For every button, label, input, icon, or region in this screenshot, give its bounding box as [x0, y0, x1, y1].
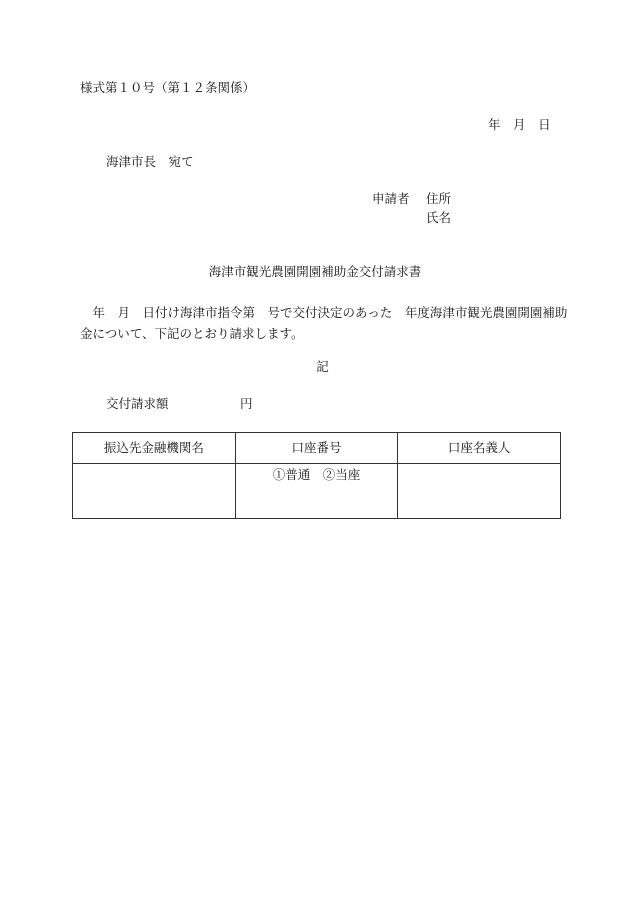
account-type-options: ①普通 ②当座	[272, 467, 361, 482]
applicant-label: 申請者	[372, 191, 410, 206]
request-amount-label: 交付請求額	[106, 396, 169, 411]
address-label: 住所	[426, 191, 452, 206]
table-header-row	[73, 433, 561, 464]
date-year-label: 年	[488, 117, 501, 132]
document-title: 海津市観光農園開園補助金交付請求書	[208, 264, 422, 279]
cell-account-number	[235, 464, 398, 519]
name-label: 氏名	[426, 210, 452, 225]
cell-bank-name	[73, 464, 236, 519]
header-bank-name: 振込先金融機関名	[73, 433, 236, 464]
addressee: 海津市長 宛て	[106, 154, 194, 169]
header-account-number: 口座番号	[235, 433, 398, 464]
request-body-text: 年 月 日付け海津市指令第 号で交付決定のあった 年度海津市観光農園開園補助金について、下記のとおり請求します。	[80, 305, 568, 341]
header-account-holder: 口座名義人	[398, 433, 561, 464]
table-row	[73, 464, 561, 519]
ki-heading: 記	[316, 359, 329, 374]
form-number: 様式第１０号（第１２条関係）	[80, 80, 256, 95]
cell-account-holder	[398, 464, 561, 519]
date-day-label: 日	[538, 117, 551, 132]
request-amount-unit: 円	[240, 396, 253, 411]
date-month-label: 月	[513, 117, 526, 132]
date-line	[488, 119, 551, 132]
bank-account-table	[72, 432, 561, 519]
